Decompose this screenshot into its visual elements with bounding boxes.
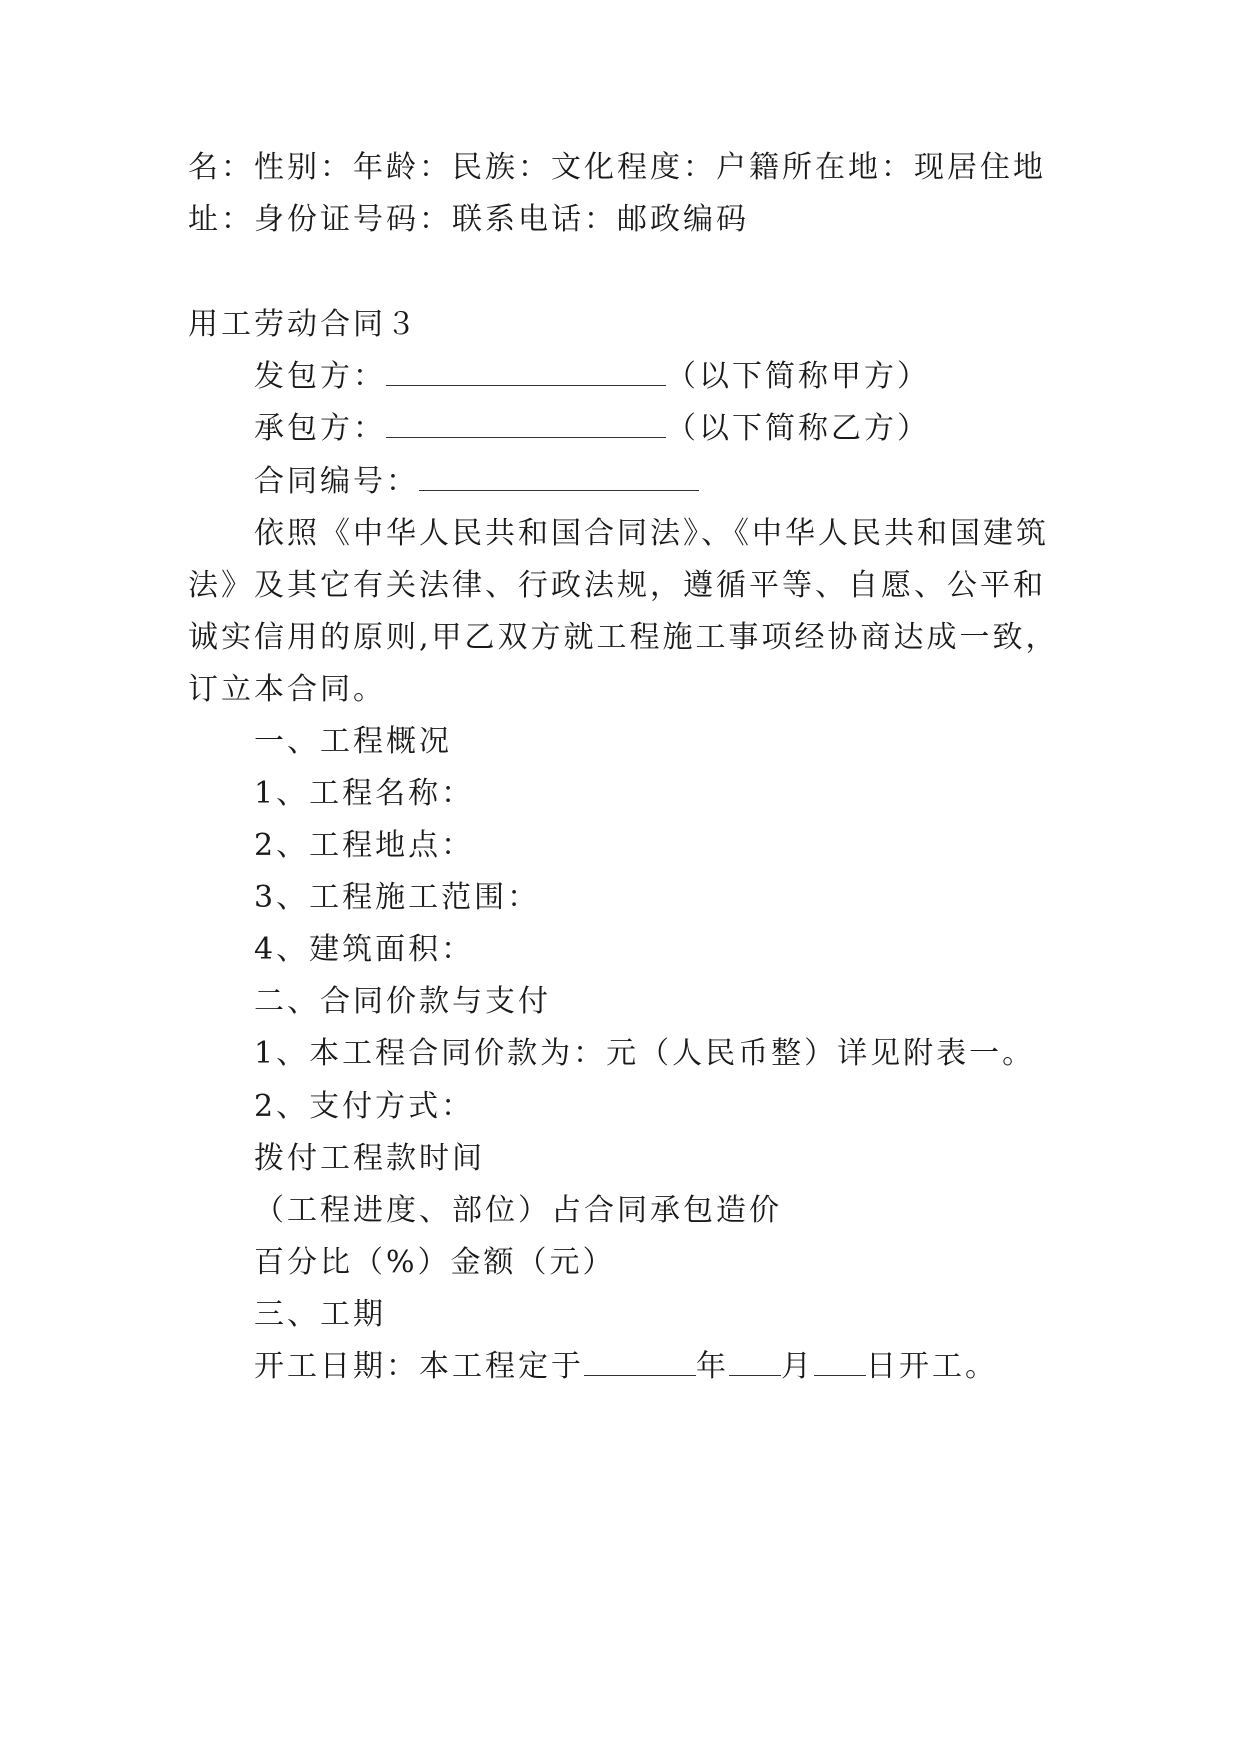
section-1-item-4: 4、建筑面积： [254,932,475,967]
party-b-blank [386,409,666,438]
personal-info-line-2: 址：身份证号码：联系电话：邮政编码 [188,202,749,237]
preamble-line-3: 诚实信用的原则,甲乙双方就工程施工事项经协商达成一致， [188,620,1059,655]
year-label: 年 [696,1349,729,1384]
month-blank [729,1347,781,1376]
party-b-label: 承包方： [254,411,386,446]
month-label: 月 [781,1349,814,1384]
preamble-line-4: 订立本合同。 [188,672,386,707]
start-date-prefix: 开工日期：本工程定于 [254,1349,584,1384]
section-1-item-1: 1、工程名称： [254,776,475,811]
contract-title: 用工劳动合同３ [188,307,419,342]
payment-table-line-3: 百分比（%）金额（元） [254,1245,616,1280]
personal-info-line-1: 名：性别：年龄：民族：文化程度：户籍所在地：现居住地 [188,150,1046,185]
party-b-line [254,409,1134,449]
start-date-line [254,1347,1134,1387]
section-1-heading: 一、工程概况 [254,724,452,759]
section-2-item-2: 2、支付方式： [254,1089,475,1124]
section-3-heading: 三、工期 [254,1297,386,1332]
contract-number-line [254,462,1134,502]
payment-table-line-1: 拨付工程款时间 [254,1141,485,1176]
day-blank [814,1347,866,1376]
party-a-label: 发包方： [254,359,386,394]
party-b-suffix: （以下简称乙方） [666,411,930,446]
party-a-blank [386,357,666,386]
section-2-heading: 二、合同价款与支付 [254,984,551,1019]
contract-number-label: 合同编号： [254,464,419,499]
contract-number-blank [419,462,699,491]
section-1-item-3: 3、工程施工范围： [254,880,541,915]
preamble-line-1: 依照《中华人民共和国合同法》、《中华人民共和国建筑 [254,516,1049,551]
start-date-suffix: 日开工。 [866,1349,998,1384]
year-blank [584,1347,696,1376]
section-1-item-2: 2、工程地点： [254,828,475,863]
party-a-suffix: （以下简称甲方） [666,359,930,394]
payment-table-line-2: （工程进度、部位）占合同承包造价 [254,1193,782,1228]
preamble-line-2: 法》及其它有关法律、行政法规，遵循平等、自愿、公平和 [188,568,1046,603]
section-2-item-1: 1、本工程合同价款为：元（人民币整）详见附表一。 [254,1036,1036,1071]
party-a-line [254,357,1134,397]
